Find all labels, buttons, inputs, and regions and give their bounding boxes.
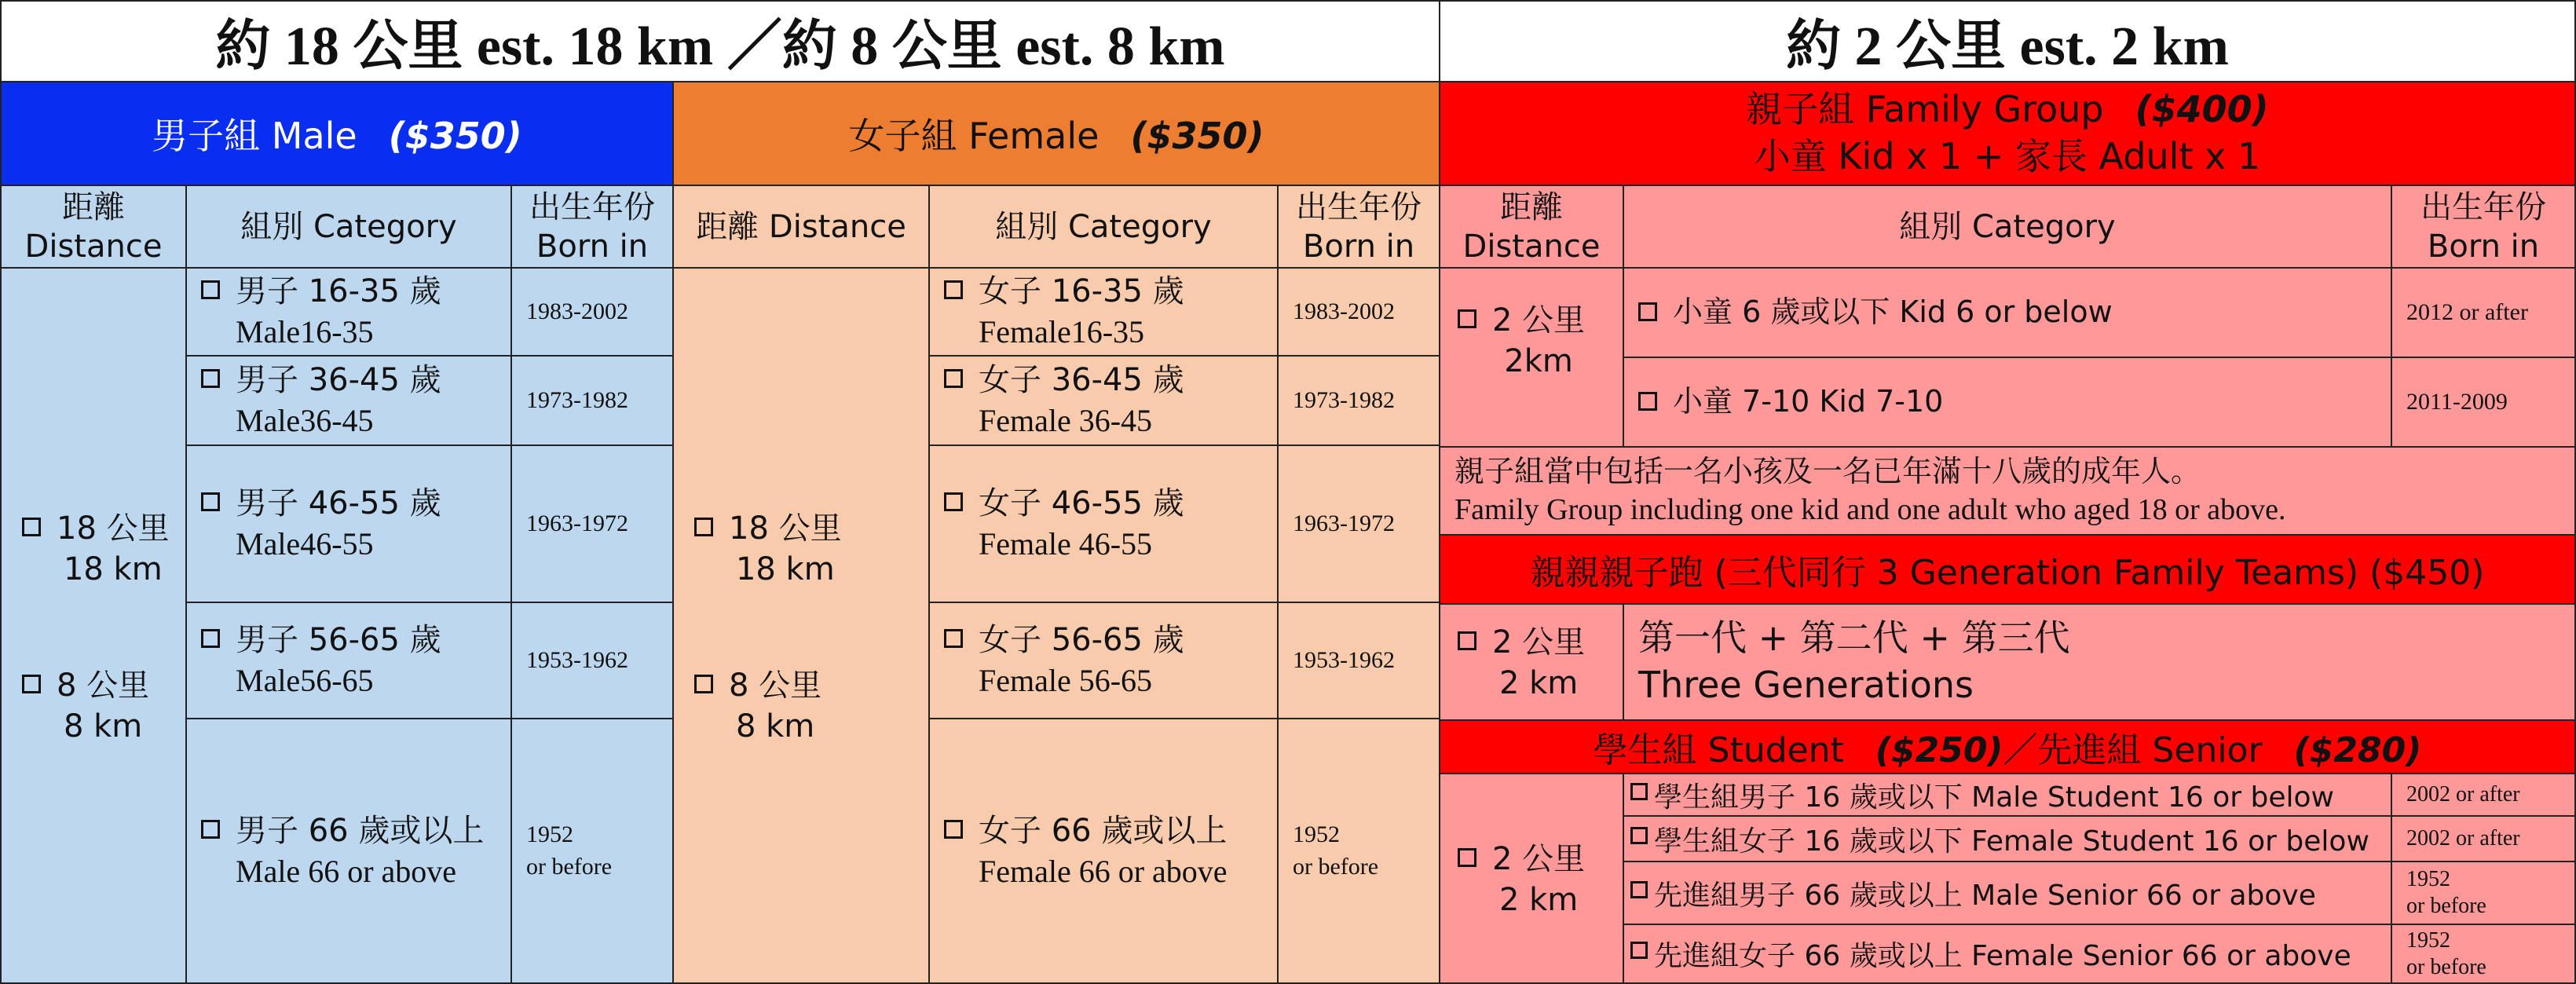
checkbox-icon[interactable] <box>201 492 220 511</box>
female-row-2-en: Female 36-45 <box>979 403 1153 438</box>
title-right-text: 約 2 公里 est. 2 km <box>1786 16 2229 77</box>
checkbox-icon[interactable] <box>1630 827 1648 844</box>
female-row-3-en: Female 46-55 <box>979 526 1153 562</box>
family-header-label: 親子組 Family Group <box>1746 88 2104 131</box>
female-row-4-born-text: 1953-1962 <box>1293 646 1395 673</box>
male-row-1-zh: 男子 16-35 歲 <box>236 273 441 309</box>
male-row-4-en: Male56-65 <box>236 663 374 698</box>
male-row-2-born <box>510 355 674 446</box>
family-row-1-category[interactable] <box>1623 267 2392 358</box>
three-gen-description <box>1623 603 2576 721</box>
checkbox-icon[interactable] <box>944 629 963 648</box>
male-row-4-zh: 男子 56-65 歲 <box>236 622 441 658</box>
female-row-2-born <box>1277 355 1440 446</box>
male-price: ($350) <box>388 115 522 157</box>
male-row-4-born <box>510 602 674 719</box>
three-gen-header <box>1439 534 2576 605</box>
female-row-4-en: Female 56-65 <box>979 663 1153 698</box>
female-row-4-zh: 女子 56-65 歲 <box>979 622 1184 658</box>
student-row-1-category[interactable] <box>1623 773 2392 817</box>
female-18km-checkbox[interactable] <box>694 518 713 536</box>
male-row-3-born <box>510 444 674 603</box>
student-row-3-text: 先進組男子 66 歲或以上 Male Senior 66 or above <box>1654 879 2316 912</box>
male-col-category-text: 組別 Category <box>240 208 457 245</box>
family-price: ($400) <box>2135 88 2269 131</box>
title-left <box>0 0 1440 82</box>
student-row-4-born <box>2391 924 2576 984</box>
female-row-1-en: Female16-35 <box>979 314 1145 349</box>
female-row-1-zh: 女子 16-35 歲 <box>979 273 1184 309</box>
female-row-4-born <box>1277 602 1440 719</box>
female-row-5-zh: 女子 66 歲或以上 <box>979 812 1228 849</box>
male-col-born-text: 出生年份 Born in <box>529 188 655 265</box>
female-row-2-zh: 女子 36-45 歲 <box>979 362 1184 398</box>
family-row-2-born <box>2391 357 2576 448</box>
female-row-4-category[interactable] <box>928 602 1279 719</box>
male-col-category <box>185 185 512 269</box>
student-price: ($250) <box>1875 730 2003 770</box>
male-row-4-born-text: 1953-1962 <box>526 646 628 673</box>
female-col-born-text: 出生年份 Born in <box>1296 188 1422 265</box>
student-distance: 2 公里 2 km <box>1492 841 1586 918</box>
title-right <box>1439 0 2576 82</box>
male-row-1-born-text: 1983-2002 <box>526 298 628 324</box>
checkbox-icon[interactable] <box>1638 392 1657 411</box>
male-header-line <box>152 108 522 159</box>
male-header <box>0 81 674 186</box>
family-header <box>1439 81 2576 186</box>
title-left-text: 約 18 公里 est. 18 km ／約 8 公里 est. 8 km <box>215 16 1225 77</box>
male-row-5-category[interactable] <box>185 718 512 984</box>
checkbox-icon[interactable] <box>201 629 220 648</box>
male-row-5-en: Male 66 or above <box>236 853 457 889</box>
family-distance-option[interactable] <box>1458 300 1585 382</box>
female-distance-8: 8 公里 8 km <box>729 668 822 744</box>
family-col-distance-text: 距離 Distance <box>1462 188 1601 265</box>
senior-price: ($280) <box>2293 730 2422 770</box>
student-row-4-born-text: 1952 or before <box>2406 927 2486 979</box>
male-8km-checkbox[interactable] <box>22 675 41 693</box>
checkbox-icon[interactable] <box>201 280 220 299</box>
three-gen-header-text: 親親親子跑 (三代同行 3 Generation Family Teams) ($450) <box>1530 553 2485 593</box>
three-gen-distance: 2 公里 2 km <box>1492 624 1586 701</box>
male-col-distance-text: 距離 Distance <box>24 188 163 265</box>
checkbox-icon[interactable] <box>1630 783 1648 800</box>
family-col-born <box>2391 185 2576 269</box>
female-row-3-born-text: 1963-1972 <box>1293 510 1395 536</box>
student-row-1-born <box>2391 773 2576 817</box>
student-distance-cell[interactable] <box>1439 773 1624 984</box>
family-distance: 2 公里 2km <box>1492 302 1586 379</box>
male-18km-checkbox[interactable] <box>22 518 41 536</box>
female-price: ($350) <box>1130 115 1264 157</box>
student-row-3-born-text: 1952 or before <box>2406 867 2486 918</box>
female-col-born <box>1277 185 1440 269</box>
female-header-label: 女子組 Female <box>848 115 1100 157</box>
female-col-distance-text: 距離 Distance <box>696 208 906 245</box>
female-header <box>672 81 1440 186</box>
male-col-distance <box>0 185 187 269</box>
male-row-3-zh: 男子 46-55 歲 <box>236 485 441 521</box>
male-row-2-en: Male36-45 <box>236 403 374 438</box>
female-row-1-born <box>1277 267 1440 357</box>
family-row-1-text: 小童 6 歲或以下 Kid 6 or below <box>1673 294 2113 330</box>
student-distance-option[interactable] <box>1458 839 1585 920</box>
family-row-2-text: 小童 7-10 Kid 7-10 <box>1673 384 1944 419</box>
family-header-line2: 小童 Kid x 1 + 家長 Adult x 1 <box>1754 135 2261 177</box>
male-row-1-en: Male16-35 <box>236 314 374 349</box>
male-row-4-category[interactable] <box>185 602 512 719</box>
checkbox-icon[interactable] <box>944 820 963 839</box>
female-col-category-text: 組別 Category <box>995 208 1212 245</box>
male-distance-18-option[interactable] <box>22 508 170 590</box>
checkbox-icon[interactable] <box>1458 309 1476 328</box>
three-gen-line1: 第一代 + 第二代 + 第三代 <box>1638 616 2070 660</box>
student-header-line <box>1594 722 2422 772</box>
checkbox-icon[interactable] <box>1458 631 1476 650</box>
female-8km-checkbox[interactable] <box>694 675 713 693</box>
checkbox-icon[interactable] <box>944 369 963 388</box>
student-row-1-text: 學生組男子 16 歲或以下 Male Student 16 or below <box>1654 781 2335 814</box>
male-row-2-born-text: 1973-1982 <box>526 386 628 413</box>
student-header <box>1439 719 2576 774</box>
student-header-label: 學生組 Student <box>1593 730 1844 770</box>
male-row-1-born <box>510 267 674 357</box>
male-row-3-category[interactable] <box>185 444 512 603</box>
male-distance-18: 18 公里 18 km <box>57 510 170 587</box>
three-gen-distance-cell[interactable] <box>1439 603 1624 721</box>
female-row-5-en: Female 66 or above <box>979 853 1228 889</box>
female-row-1-born-text: 1983-2002 <box>1293 298 1395 324</box>
female-row-5-born <box>1277 718 1440 984</box>
checkbox-icon[interactable] <box>1630 942 1648 959</box>
female-row-2-category[interactable] <box>928 355 1279 446</box>
female-distance-cell <box>672 267 930 984</box>
family-col-distance <box>1439 185 1624 269</box>
family-header-line1 <box>1746 86 2268 134</box>
family-note <box>1439 446 2576 536</box>
checkbox-icon[interactable] <box>1638 302 1657 321</box>
family-row-2-born-text: 2011-2009 <box>2406 388 2508 415</box>
student-row-1-born-text: 2002 or after <box>2406 782 2520 807</box>
family-row-1-born <box>2391 267 2576 358</box>
male-header-label: 男子組 Male <box>152 115 357 157</box>
male-row-2-zh: 男子 36-45 歲 <box>236 362 441 398</box>
student-row-3-category[interactable] <box>1623 861 2392 925</box>
checkbox-icon[interactable] <box>201 820 220 839</box>
male-row-5-born-text: 1952 or before <box>526 821 613 880</box>
student-row-4-text: 先進組女子 66 歲或以上 Female Senior 66 or above <box>1654 940 2351 972</box>
male-row-5-born <box>510 718 674 984</box>
female-row-1-category[interactable] <box>928 267 1279 357</box>
male-col-born <box>510 185 674 269</box>
female-row-3-zh: 女子 46-55 歲 <box>979 485 1184 521</box>
male-row-1-category[interactable] <box>185 267 512 357</box>
female-col-category <box>928 185 1279 269</box>
checkbox-icon[interactable] <box>944 492 963 511</box>
checkbox-icon[interactable] <box>944 280 963 299</box>
female-distance-18-option[interactable] <box>694 508 842 590</box>
male-distance-cell <box>0 267 187 984</box>
family-col-born-text: 出生年份 Born in <box>2420 188 2546 265</box>
female-col-distance <box>672 185 930 269</box>
checkbox-icon[interactable] <box>1458 848 1476 867</box>
female-row-5-born-text: 1952 or before <box>1293 821 1379 880</box>
three-gen-distance-option[interactable] <box>1458 622 1585 704</box>
family-col-category-text: 組別 Category <box>1899 208 2116 245</box>
family-note-en: Family Group including one kid and one adult who aged 18 or above. <box>1454 493 2286 526</box>
male-row-2-category[interactable] <box>185 355 512 446</box>
student-row-3-born <box>2391 861 2576 925</box>
family-col-category <box>1623 185 2392 269</box>
family-distance-cell[interactable] <box>1439 267 1624 448</box>
male-row-3-en: Male46-55 <box>236 526 374 562</box>
male-distance-8: 8 公里 8 km <box>57 668 150 744</box>
male-row-5-zh: 男子 66 歲或以上 <box>236 812 485 849</box>
checkbox-icon[interactable] <box>1630 881 1648 898</box>
three-gen-line2: Three Generations <box>1638 664 1974 706</box>
female-row-2-born-text: 1973-1982 <box>1293 386 1395 413</box>
student-row-2-text: 學生組女子 16 歲或以下 Female Student 16 or below <box>1654 825 2369 858</box>
female-row-3-born <box>1277 444 1440 603</box>
family-row-1-born-text: 2012 or after <box>2406 298 2528 325</box>
female-header-line <box>848 108 1264 159</box>
student-row-2-born <box>2391 815 2576 862</box>
female-distance-18: 18 公里 18 km <box>729 510 842 587</box>
female-distance-8-option[interactable] <box>694 665 821 747</box>
male-distance-8-option[interactable] <box>22 665 149 747</box>
student-row-4-category[interactable] <box>1623 924 2392 984</box>
senior-header-label: ／先進組 Senior <box>2003 730 2263 770</box>
family-note-zh: 親子組當中包括一名小孩及一名已年滿十八歲的成年人。 <box>1454 453 2201 488</box>
family-row-2-category[interactable] <box>1623 357 2392 448</box>
checkbox-icon[interactable] <box>201 369 220 388</box>
female-row-3-category[interactable] <box>928 444 1279 603</box>
female-row-5-category[interactable] <box>928 718 1279 984</box>
male-row-3-born-text: 1963-1972 <box>526 510 628 536</box>
student-row-2-category[interactable] <box>1623 815 2392 862</box>
student-row-2-born-text: 2002 or after <box>2406 826 2520 850</box>
